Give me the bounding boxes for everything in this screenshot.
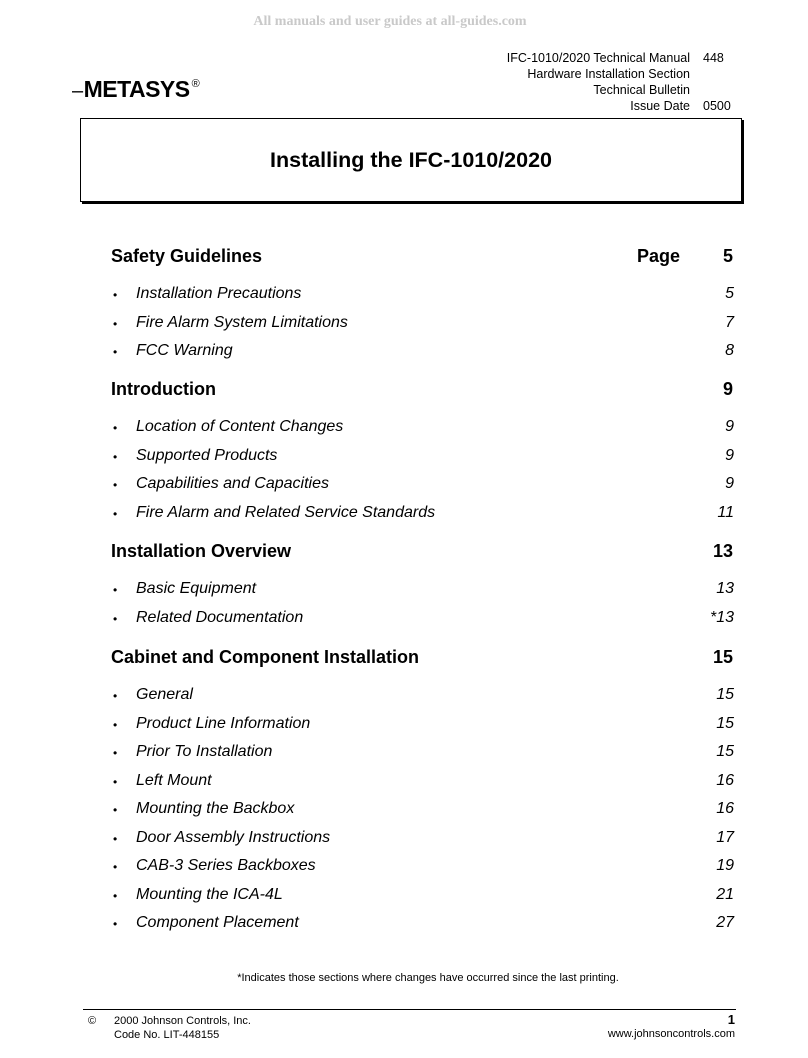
toc-section-page: 5	[722, 246, 733, 266]
toc-item-page: 9	[725, 475, 734, 492]
bullet-icon: •	[113, 421, 118, 435]
logo-name: METASYS	[83, 76, 190, 102]
toc-section-title[interactable]: Introduction	[111, 379, 216, 399]
bullet-icon: •	[113, 611, 118, 626]
header-line-bulletin: Technical Bulletin	[593, 83, 690, 97]
bullet-icon: •	[113, 478, 118, 492]
toc-item-label[interactable]: Supported Products	[136, 446, 278, 464]
toc-item-label[interactable]: Mounting the ICA-4L	[136, 885, 283, 903]
toc-item-page: 15	[716, 686, 734, 703]
bullet-icon: •	[113, 506, 118, 521]
bullet-icon: •	[113, 774, 118, 789]
logo-registered-mark: ®	[191, 78, 200, 90]
toc-item-label[interactable]: Door Assembly Instructions	[136, 828, 331, 846]
toc-item-label[interactable]: Fire Alarm System Limitations	[136, 313, 348, 331]
toc-item-label[interactable]: Mounting the Backbox	[136, 800, 295, 817]
header-issue-date-value: 0500	[703, 99, 731, 113]
document-title: Installing the IFC-1010/2020	[270, 147, 552, 172]
copyright-symbol: ©	[88, 1015, 97, 1027]
toc-item-page: 19	[716, 857, 734, 874]
bullet-icon: •	[113, 717, 118, 732]
bullet-icon: •	[113, 583, 118, 597]
toc-item-label[interactable]: Capabilities and Capacities	[136, 475, 329, 492]
bullet-icon: •	[113, 689, 118, 703]
toc-item-page: 16	[716, 771, 734, 789]
footnote: *Indicates those sections where changes have occurred since the last printing.	[237, 972, 619, 984]
bullet-icon: •	[113, 860, 118, 874]
toc-item-page: *13	[709, 608, 734, 626]
toc-item-label[interactable]: FCC Warning	[136, 342, 233, 359]
bullet-icon: •	[113, 449, 118, 464]
logo-dash: –	[72, 80, 83, 102]
toc-section-page: 9	[722, 379, 733, 399]
page-number: 1	[727, 1012, 735, 1027]
bullet-icon: •	[113, 746, 118, 760]
bullet-icon: •	[113, 345, 118, 359]
toc-item-page: 21	[716, 885, 734, 903]
toc-item-page: 5	[725, 285, 734, 302]
bullet-icon: •	[113, 288, 118, 302]
toc-item-page: 13	[716, 580, 734, 597]
header-line-issue-date: Issue Date	[630, 99, 690, 113]
header-doc-number: 448	[703, 51, 724, 65]
toc-item-label[interactable]: General	[136, 686, 193, 703]
bullet-icon: •	[113, 316, 118, 331]
footer-left	[88, 1014, 251, 1042]
header-info	[507, 50, 690, 114]
bullet-icon: •	[113, 917, 118, 931]
toc-section-page: 13	[712, 541, 733, 561]
footer-divider	[83, 1009, 736, 1010]
header-values	[703, 50, 731, 114]
toc-item-label[interactable]: Related Documentation	[136, 608, 304, 626]
metasys-logo	[72, 76, 199, 103]
toc-item-page: 9	[725, 418, 734, 435]
toc-page-header: Page	[637, 246, 681, 266]
toc-section-title[interactable]: Cabinet and Component Installation	[111, 647, 420, 667]
toc-section-page: 15	[712, 647, 733, 667]
header-line-manual: IFC-1010/2020 Technical Manual	[506, 51, 690, 65]
toc-item-page: 17	[716, 828, 734, 846]
toc-section-title[interactable]: Installation Overview	[111, 541, 292, 561]
toc-item-page: 15	[716, 714, 734, 732]
toc-item-page: 8	[725, 342, 734, 359]
website-link[interactable]: www.johnsoncontrols.com	[607, 1028, 735, 1040]
watermark: All manuals and user guides at all-guides.com	[253, 14, 527, 29]
toc-item-label[interactable]: CAB-3 Series Backboxes	[136, 857, 316, 874]
toc-item-label[interactable]: Prior To Installation	[136, 743, 273, 760]
header-line-section: Hardware Installation Section	[527, 67, 690, 81]
toc-item-label[interactable]: Component Placement	[136, 914, 299, 931]
toc-item-page: 27	[716, 914, 734, 931]
code-number: Code No. LIT-448155	[114, 1029, 220, 1041]
toc-item-page: 9	[725, 446, 734, 464]
toc-item-label[interactable]: Product Line Information	[136, 714, 311, 732]
footer-right	[608, 1012, 735, 1042]
toc-item-label[interactable]: Left Mount	[136, 771, 212, 789]
toc-item-page: 11	[717, 503, 734, 521]
toc-section-title[interactable]: Safety Guidelines	[111, 246, 263, 266]
bullet-icon: •	[113, 831, 118, 846]
toc-item-label[interactable]: Installation Precautions	[136, 285, 302, 302]
title-box	[80, 118, 742, 202]
toc-item-page: 7	[725, 313, 734, 331]
toc-item-label[interactable]: Basic Equipment	[136, 580, 257, 597]
toc-item-label[interactable]: Location of Content Changes	[136, 418, 344, 435]
toc-item-label[interactable]: Fire Alarm and Related Service Standards	[136, 503, 436, 521]
toc-item-page: 16	[716, 800, 734, 817]
copyright-text: 2000 Johnson Controls, Inc.	[114, 1015, 251, 1027]
bullet-icon: •	[113, 888, 118, 903]
toc-item-page: 15	[716, 743, 734, 760]
bullet-icon: •	[113, 803, 118, 817]
